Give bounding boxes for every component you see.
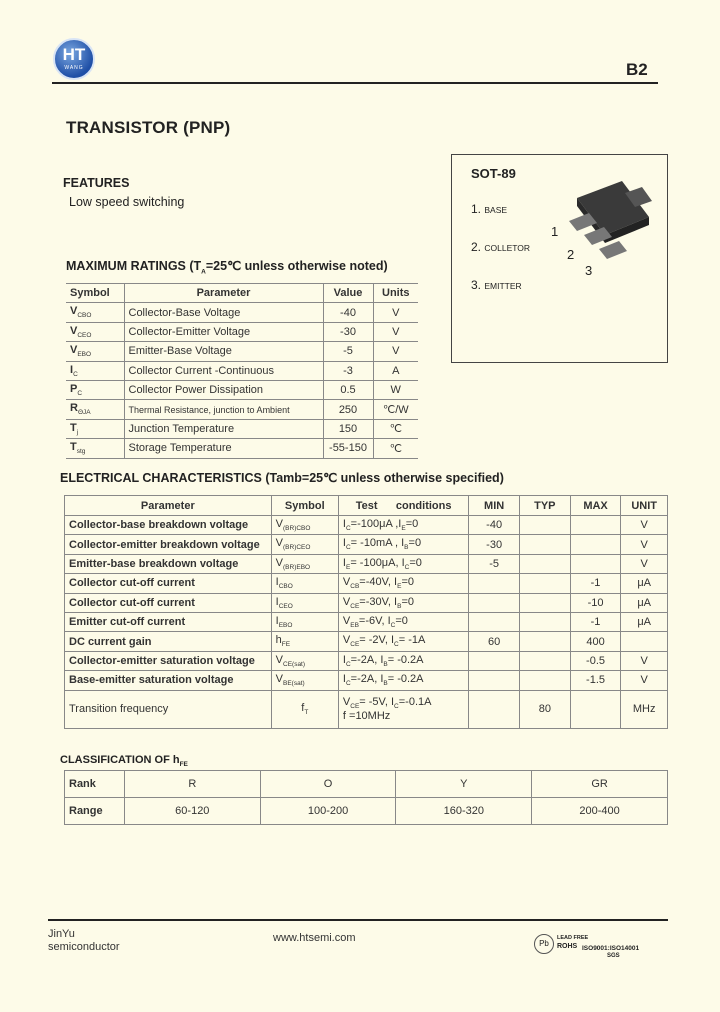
- min-cell: -40: [469, 516, 520, 535]
- pin-marker-3: 3: [585, 263, 593, 278]
- min-cell: -30: [469, 535, 520, 554]
- page-title: TRANSISTOR (PNP): [66, 118, 231, 137]
- parameter-cell: Collector-Base Voltage: [124, 303, 323, 322]
- value-cell: -55-150: [323, 439, 373, 458]
- symbol-cell: $I_{CBO}$: [271, 574, 338, 593]
- max-cell: -0.5: [570, 651, 621, 670]
- symbol-cell: $T_j$: [66, 419, 124, 438]
- max-cell: -1: [570, 612, 621, 631]
- value-cell: 150: [323, 419, 373, 438]
- condition-cell: $V_{CE}= -5V$, $I_C=-0.1A$ f =10MHz: [338, 690, 468, 728]
- symbol-cell: $V_{CE(sat)}$: [271, 651, 338, 670]
- condition-cell: $I_C= -10mA$ , $I_B=0$: [338, 535, 468, 554]
- unit-cell: V: [373, 322, 418, 341]
- unit-cell: V: [621, 671, 668, 690]
- value-cell: -3: [323, 361, 373, 380]
- parameter-cell: Storage Temperature: [124, 439, 323, 458]
- max-cell: -10: [570, 593, 621, 612]
- table-row: [65, 554, 668, 573]
- company-name-line2: semiconductor: [48, 941, 120, 953]
- parameter-cell: Thermal Resistance, junction to Ambient: [124, 400, 323, 419]
- symbol-cell: $P_C$: [66, 380, 124, 399]
- package-box: [451, 154, 668, 363]
- cert-sgs: SGS: [607, 953, 620, 959]
- parameter-cell: Collector cut-off current: [65, 593, 272, 612]
- parameter-cell: Collector Current -Continuous: [124, 361, 323, 380]
- pin-1-label: 1. BASE: [471, 202, 508, 216]
- condition-cell: $I_C=-100\mu A$ $,I_E=0$: [338, 516, 468, 535]
- min-cell: [469, 593, 520, 612]
- condition-cell: $V_{EB}=-6V$, $I_C=0$: [338, 612, 468, 631]
- max-cell: -1: [570, 574, 621, 593]
- table-row: [66, 419, 418, 438]
- min-cell: 60: [469, 632, 520, 651]
- typ-cell: [519, 574, 570, 593]
- condition-cell: $I_C=-2A$, $I_B= -0.2A$: [338, 651, 468, 670]
- lead-free-icon: Pb: [534, 934, 554, 954]
- value-cell: -30: [323, 322, 373, 341]
- typ-cell: [519, 554, 570, 573]
- features-item: Low speed switching: [69, 195, 185, 209]
- pin-marker-1: 1: [551, 224, 559, 239]
- pin-2-label: 2. COLLETOR: [471, 240, 531, 254]
- condition-cell: $V_{CE}= -2V$, $I_C= -1A$: [338, 632, 468, 651]
- unit-cell: V: [621, 554, 668, 573]
- unit-cell: V: [621, 516, 668, 535]
- condition-cell: $I_C=-2A$, $I_B= -0.2A$: [338, 671, 468, 690]
- typ-cell: [519, 632, 570, 651]
- table-row: [65, 535, 668, 554]
- unit-cell: V: [373, 342, 418, 361]
- logo-subtext: WANG: [64, 65, 84, 71]
- parameter-cell: Emitter cut-off current: [65, 612, 272, 631]
- table-row: [65, 632, 668, 651]
- parameter-cell: Base-emitter saturation voltage: [65, 671, 272, 690]
- max-cell: [570, 690, 621, 728]
- symbol-cell: $h_{FE}$: [271, 632, 338, 651]
- logo-text: HT: [62, 45, 86, 64]
- typ-cell: [519, 516, 570, 535]
- company-name-line1: JinYu: [48, 928, 75, 940]
- pin-3-label: 3. EMITTER: [471, 278, 522, 292]
- unit-cell: MHz: [621, 690, 668, 728]
- unit-cell: ℃: [373, 439, 418, 458]
- table-row: [66, 439, 418, 458]
- typ-cell: [519, 651, 570, 670]
- unit-cell: V: [373, 303, 418, 322]
- unit-cell: V: [621, 535, 668, 554]
- parameter-cell: Collector-Emitter Voltage: [124, 322, 323, 341]
- max-cell: [570, 554, 621, 573]
- parameter-cell: Collector cut-off current: [65, 574, 272, 593]
- min-cell: [469, 574, 520, 593]
- max-ratings-heading: MAXIMUM RATINGS ($T_A=25℃$ unless otherwise noted): [66, 259, 388, 276]
- classification-table: [64, 770, 668, 825]
- parameter-cell: Collector Power Dissipation: [124, 380, 323, 399]
- typ-cell: [519, 535, 570, 554]
- table-row: [65, 516, 668, 535]
- electrical-heading: ELECTRICAL CHARACTERISTICS (Tamb=25℃ unless otherwise specified): [60, 471, 504, 485]
- symbol-cell: $I_{EBO}$: [271, 612, 338, 631]
- electrical-table: [64, 495, 668, 729]
- table-row: [66, 361, 418, 380]
- symbol-cell: $R_{\Theta JA}$: [66, 400, 124, 419]
- table-row: [65, 593, 668, 612]
- condition-cell: $V_{CB}=-40V$, $I_E=0$: [338, 574, 468, 593]
- table-row: [65, 651, 668, 670]
- min-cell: [469, 690, 520, 728]
- value-cell: -5: [323, 342, 373, 361]
- symbol-cell: $V_{(BR)CBO}$: [271, 516, 338, 535]
- value-cell: 0.5: [323, 380, 373, 399]
- symbol-cell: $I_C$: [66, 361, 124, 380]
- typ-cell: 80: [519, 690, 570, 728]
- parameter-cell: Junction Temperature: [124, 419, 323, 438]
- parameter-cell: Collector-emitter breakdown voltage: [65, 535, 272, 554]
- max-cell: -1.5: [570, 671, 621, 690]
- table-row: [66, 400, 418, 419]
- min-cell: [469, 612, 520, 631]
- rank-row: Rank R O Y GR: [65, 771, 668, 798]
- parameter-cell: Transition frequency: [65, 690, 272, 728]
- header-divider: [52, 82, 658, 84]
- max-cell: [570, 516, 621, 535]
- cert-iso: ISO9001:ISO14001: [582, 945, 640, 952]
- parameter-cell: Collector-emitter saturation voltage: [65, 651, 272, 670]
- footer-divider: [48, 919, 668, 921]
- table-row: [65, 671, 668, 690]
- table-header-row: Parameter Symbol Test conditions MIN TYP MAX UNIT: [65, 496, 668, 516]
- symbol-cell: $V_{CEO}$: [66, 322, 124, 341]
- min-cell: [469, 651, 520, 670]
- unit-cell: A: [373, 361, 418, 380]
- unit-cell: ℃: [373, 419, 418, 438]
- symbol-cell: $T_{stg}$: [66, 439, 124, 458]
- condition-cell: $V_{CE}=-30V$, $I_B=0$: [338, 593, 468, 612]
- cert-rohs: ROHS: [557, 943, 578, 950]
- min-cell: [469, 671, 520, 690]
- website-link[interactable]: www.htsemi.com: [273, 932, 356, 944]
- condition-cell: $I_E= -100\mu A$, $I_C=0$: [338, 554, 468, 573]
- table-row: [66, 322, 418, 341]
- table-row: [65, 574, 668, 593]
- part-number: B2: [626, 60, 648, 79]
- max-cell: [570, 535, 621, 554]
- package-name: SOT-89: [471, 166, 516, 181]
- parameter-cell: Emitter-Base Voltage: [124, 342, 323, 361]
- pin-marker-2: 2: [567, 247, 575, 262]
- max-cell: 400: [570, 632, 621, 651]
- symbol-cell: $V_{BE(sat)}$: [271, 671, 338, 690]
- table-row: [65, 612, 668, 631]
- symbol-cell: $V_{CBO}$: [66, 303, 124, 322]
- unit-cell: μA: [621, 593, 668, 612]
- unit-cell: W: [373, 380, 418, 399]
- symbol-cell: $I_{CEO}$: [271, 593, 338, 612]
- symbol-cell: $f_T$: [271, 690, 338, 728]
- unit-cell: μA: [621, 574, 668, 593]
- parameter-cell: Emitter-base breakdown voltage: [65, 554, 272, 573]
- typ-cell: [519, 671, 570, 690]
- cert-lead-free: LEAD FREE: [557, 935, 589, 941]
- value-cell: 250: [323, 400, 373, 419]
- max-ratings-table: [66, 283, 418, 459]
- value-cell: -40: [323, 303, 373, 322]
- parameter-cell: DC current gain: [65, 632, 272, 651]
- symbol-cell: $V_{(BR)EBO}$: [271, 554, 338, 573]
- unit-cell: V: [621, 651, 668, 670]
- typ-cell: [519, 593, 570, 612]
- unit-cell: [621, 632, 668, 651]
- unit-cell: μA: [621, 612, 668, 631]
- sot89-package-icon: [547, 173, 662, 283]
- classification-heading: CLASSIFICATION OF $h_{FE}$: [60, 754, 188, 769]
- range-row: Range 60-120 100-200 160-320 200-400: [65, 798, 668, 825]
- features-heading: FEATURES: [63, 176, 130, 190]
- table-row: [66, 342, 418, 361]
- unit-cell: ℃/W: [373, 400, 418, 419]
- table-row: [65, 690, 668, 728]
- table-header-row: Symbol Parameter Value Units: [66, 284, 418, 303]
- table-row: [66, 380, 418, 399]
- symbol-cell: $V_{(BR)CEO}$: [271, 535, 338, 554]
- company-logo: [53, 38, 95, 80]
- table-row: [66, 303, 418, 322]
- min-cell: -5: [469, 554, 520, 573]
- parameter-cell: Collector-base breakdown voltage: [65, 516, 272, 535]
- typ-cell: [519, 612, 570, 631]
- symbol-cell: $V_{EBO}$: [66, 342, 124, 361]
